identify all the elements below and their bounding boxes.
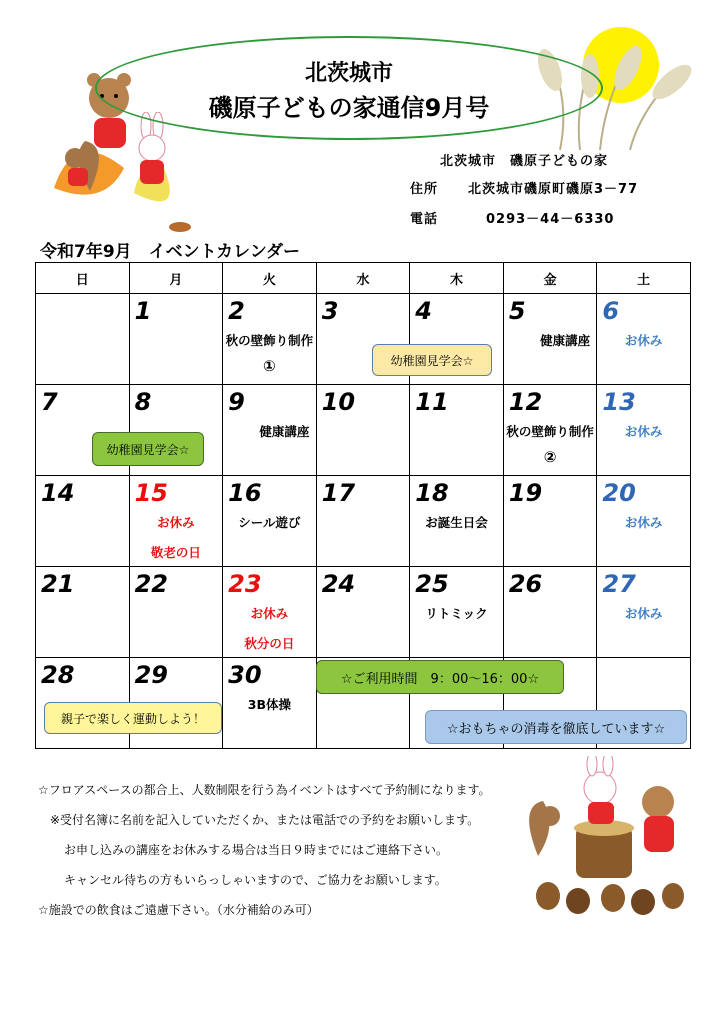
day-number: 28 xyxy=(41,661,75,689)
kindergarten-visit-callout: 幼稚園見学会☆ xyxy=(92,432,204,466)
week-row xyxy=(36,476,691,567)
event-label: お誕生日会 xyxy=(425,515,488,530)
phone-value: 0293－44－6330 xyxy=(486,212,615,227)
event-label: 健康講座 xyxy=(259,424,310,439)
day-number: 12 xyxy=(508,388,543,416)
note-line: お申し込みの講座をお休みする場合は当日９時までにはご連絡下さい。 xyxy=(64,843,449,857)
day-cell xyxy=(223,658,317,749)
day-cell xyxy=(223,385,317,476)
day-cell xyxy=(597,476,691,567)
day-cell xyxy=(129,476,223,567)
event-label: 3B体操 xyxy=(247,697,292,712)
day-number: 6 xyxy=(602,297,620,325)
day-number: 3 xyxy=(321,297,339,325)
acorn-icon xyxy=(536,882,684,915)
day-cell xyxy=(316,476,410,567)
event-label: リトミック xyxy=(425,606,488,621)
day-number: 7 xyxy=(41,388,58,416)
phone-label: 電話 xyxy=(410,212,439,227)
day-number: 15 xyxy=(134,479,168,507)
day-number: 20 xyxy=(602,479,636,507)
day-number: 5 xyxy=(508,297,526,325)
day-cell xyxy=(410,567,504,658)
day-number: 22 xyxy=(134,570,168,598)
city-title: 北茨城市 xyxy=(304,61,393,86)
week-row xyxy=(36,294,691,385)
day-cell xyxy=(503,294,597,385)
address-value: 北茨城市磯原町磯原3－77 xyxy=(468,182,639,197)
leaf-icon xyxy=(168,220,192,234)
day-number: 19 xyxy=(508,479,543,507)
day-cell xyxy=(597,294,691,385)
day-number: 23 xyxy=(228,570,262,598)
day-number: 25 xyxy=(415,570,449,598)
calendar-title: 令和7年9月 イベントカレンダー xyxy=(40,242,301,262)
day-cell xyxy=(410,476,504,567)
event-label: ② xyxy=(543,448,557,466)
day-cell xyxy=(503,385,597,476)
day-cell xyxy=(316,385,410,476)
weekday-mon: 月 xyxy=(129,263,223,294)
day-cell xyxy=(36,476,130,567)
closed-label: お休み xyxy=(624,515,663,530)
holiday-label: 秋分の日 xyxy=(244,636,295,651)
weekday-tue: 火 xyxy=(223,263,317,294)
day-cell xyxy=(316,567,410,658)
closed-label: お休み xyxy=(250,606,289,621)
day-number: 11 xyxy=(415,388,449,416)
day-number: 27 xyxy=(602,570,636,598)
event-label: 健康講座 xyxy=(540,333,591,348)
day-number: 2 xyxy=(228,297,245,325)
weekday-header-row xyxy=(36,263,691,294)
closed-label: お休み xyxy=(157,515,195,530)
day-number: 1 xyxy=(134,297,152,325)
day-cell xyxy=(223,476,317,567)
day-number: 4 xyxy=(415,297,432,325)
day-cell xyxy=(129,294,223,385)
day-cell xyxy=(223,294,317,385)
opening-hours-callout: ☆ご利用時間 9：00〜16：00☆ xyxy=(316,660,564,694)
day-cell xyxy=(36,567,130,658)
closed-label: お休み xyxy=(624,333,663,348)
day-number: 9 xyxy=(228,388,245,416)
day-number: 10 xyxy=(321,388,356,416)
event-label: シール遊び xyxy=(238,515,301,530)
day-cell xyxy=(36,294,130,385)
closed-label: お休み xyxy=(624,424,663,439)
note-line: ☆施設での飲食はご遠慮下さい。（水分補給のみ可） xyxy=(38,903,319,917)
weekday-sat: 土 xyxy=(597,263,691,294)
event-label: 秋の壁飾り制作 xyxy=(225,333,314,348)
address-label: 住所 xyxy=(410,182,439,197)
day-cell xyxy=(223,567,317,658)
day-number: 30 xyxy=(228,661,262,689)
day-cell xyxy=(410,385,504,476)
kindergarten-visit-callout: 幼稚園見学会☆ xyxy=(372,344,492,376)
day-number: 24 xyxy=(321,570,356,598)
exercise-callout: 親子で楽しく運動しよう！ xyxy=(44,702,222,734)
day-number: 14 xyxy=(41,479,75,507)
weekday-fri: 金 xyxy=(503,263,597,294)
note-line: キャンセル待ちの方もいらっしゃいますので、ご協力をお願いします。 xyxy=(64,873,447,887)
day-number: 13 xyxy=(602,388,636,416)
day-number: 29 xyxy=(134,661,168,689)
day-number: 17 xyxy=(321,479,356,507)
toy-disinfection-callout: ☆おもちゃの消毒を徹底しています☆ xyxy=(425,710,687,744)
animals-acorn-illustration xyxy=(518,756,690,916)
note-line: ☆フロアスペースの都合上、人数制限を行う為イベントはすべて予約制になります。 xyxy=(38,783,491,797)
week-row xyxy=(36,567,691,658)
weekday-thu: 木 xyxy=(410,263,504,294)
note-line: ※受付名簿に名前を記入していただくか、または電話での予約をお願いします。 xyxy=(50,813,480,827)
weekday-wed: 水 xyxy=(316,263,410,294)
day-cell xyxy=(503,567,597,658)
event-label: 秋の壁飾り制作 xyxy=(506,424,594,439)
day-cell xyxy=(503,476,597,567)
day-number: 18 xyxy=(415,479,449,507)
closed-label: お休み xyxy=(624,606,663,621)
org-name: 北茨城市 磯原子どもの家 xyxy=(440,154,609,169)
day-cell xyxy=(597,385,691,476)
day-number: 16 xyxy=(228,479,262,507)
day-cell xyxy=(129,567,223,658)
squirrel-icon xyxy=(60,136,110,194)
holiday-label: 敬老の日 xyxy=(150,545,201,560)
day-number: 26 xyxy=(508,570,543,598)
day-number: 8 xyxy=(134,388,152,416)
newsletter-title: 磯原子どもの家通信9月号 xyxy=(208,94,490,122)
event-label: ① xyxy=(263,357,276,375)
weekday-sun: 日 xyxy=(36,263,130,294)
day-number: 21 xyxy=(41,570,75,598)
day-cell xyxy=(597,567,691,658)
